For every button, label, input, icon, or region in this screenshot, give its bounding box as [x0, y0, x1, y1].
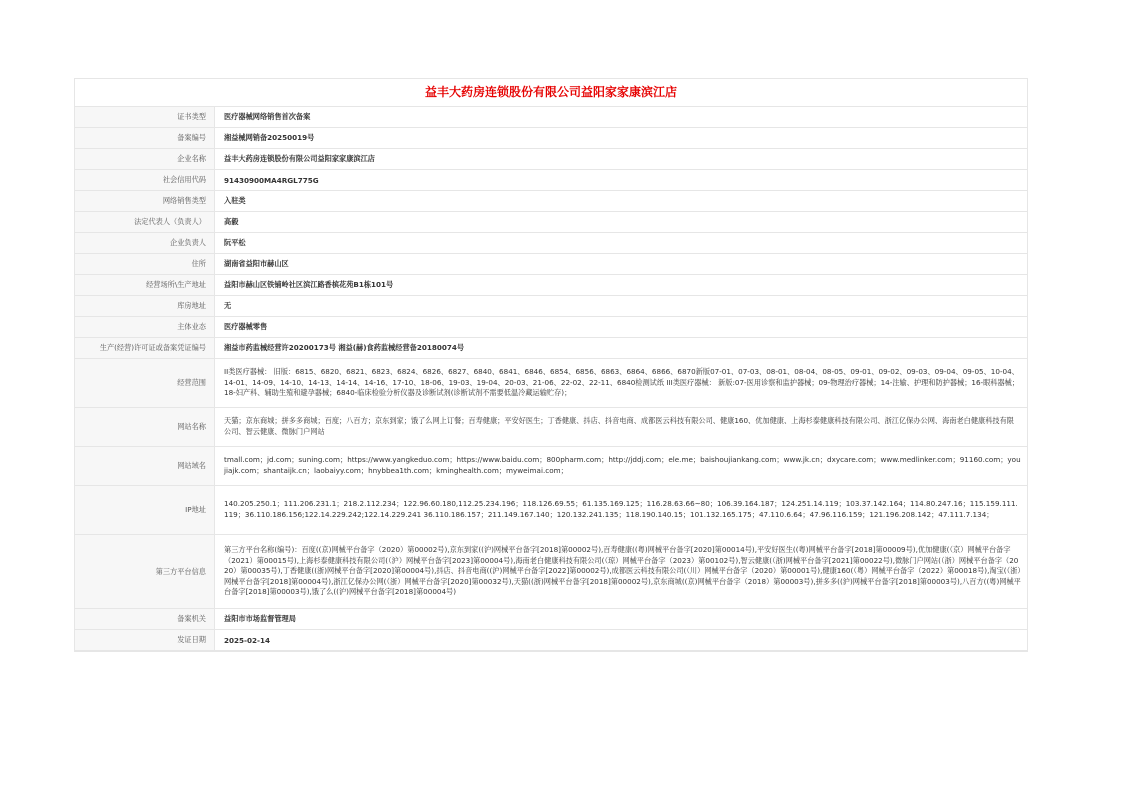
field-label: 法定代表人（负责人）: [75, 212, 215, 233]
field-label: 备案机关: [75, 609, 215, 630]
row-filing-number: [75, 128, 1027, 149]
row-filing-authority: [75, 609, 1027, 630]
business-address-value: 益阳市赫山区铁铺岭社区滨江路香槟花苑B1栋101号: [215, 275, 1028, 296]
company-principal-value: 阮平松: [215, 233, 1028, 254]
field-label: 第三方平台信息: [75, 535, 215, 609]
legal-representative-value: 高毅: [215, 212, 1028, 233]
credit-code-value: 91430900MA4RGL775G: [215, 170, 1028, 191]
field-label: 企业负责人: [75, 233, 215, 254]
website-name-value: 天猫；京东商城；拼多多商城；百度；八百方；京东到家；饿了么网上订餐；百寿健康；平安好医生；丁香健康、抖店、抖音电商、成都医云科技有限公司、健康160、优加健康、上海杉泰健康科技有限公司、浙江亿保办公网、海南老白健康科技有限公司、智云健康、微脉门户网站: [215, 408, 1028, 447]
field-label: 住所: [75, 254, 215, 275]
row-business-address: [75, 275, 1027, 296]
third-party-platform-value: 第三方平台名称(编号)：百度((京)网械平台备字（2020）第00002号),京东到家((沪)网械平台备字[2018]第00002号),百寿健康((粤)网械平台备字[2020]第00014号),平安好医生((粤)网械平台备字[2018]第00009号),优加健康(（京）网械平台备字（2021）第00015号),上海杉泰健康科技有限公司(（沪）网械平台备字[2023]第00004号),海南老白健康科技有限公司(（琼）网械平台备字（2023）第00102号),智云健康(（浙)网械平台备字[2021]第00022号),微脉门户网站(（浙）网械平台备字（2020）第00035号),丁香健康((浙)网械平台备字[2020]第00004号),抖店、抖音电商((沪)网械平台备字[2022]第00002号),成都医云科技有限公司(（川）网械平台备字（2020）第00001号),健康160(（粤）网械平台备字（2022）第00018号),淘宝(（浙）网械平台备字[2018]第00004号),浙江亿保办公网(（浙）网械平台备字[2020]第00032号),天猫((浙)网械平台备字[2018]第00002号),京东商城((京)网械平台备字（2018）第00003号),拼多多((沪)网械平台备字[2018]第00003号),八百方((粤)网械平台备字[2018]第00003号),饿了么((沪)网械平台备字[2018]第00004号): [215, 535, 1028, 609]
certificate-type-value: 医疗器械网络销售首次备案: [215, 107, 1028, 128]
row-license-number: [75, 338, 1027, 359]
warehouse-address-value: 无: [215, 296, 1028, 317]
field-label: IP地址: [75, 486, 215, 535]
license-number-value: 湘益市药监械经营许20200173号 湘益(赫)食药监械经营备20180074号: [215, 338, 1028, 359]
field-label: 社会信用代码: [75, 170, 215, 191]
field-label: 证书类型: [75, 107, 215, 128]
row-ip-address: [75, 486, 1027, 535]
row-business-scope: [75, 359, 1027, 408]
row-credit-code: [75, 170, 1027, 191]
row-business-format: [75, 317, 1027, 338]
row-residence: [75, 254, 1027, 275]
row-company-name: [75, 149, 1027, 170]
row-website-domain: [75, 447, 1027, 486]
sales-type-value: 入驻类: [215, 191, 1028, 212]
field-label: 企业名称: [75, 149, 215, 170]
row-third-party-platform: [75, 535, 1027, 609]
row-certificate-type: [75, 107, 1027, 128]
record-table: [75, 107, 1027, 651]
row-issue-date: [75, 630, 1027, 651]
issue-date-value: 2025-02-14: [215, 630, 1028, 651]
field-label: 发证日期: [75, 630, 215, 651]
field-label: 备案编号: [75, 128, 215, 149]
record-document: [74, 78, 1028, 652]
row-sales-type: [75, 191, 1027, 212]
filing-number-value: 湘益械网销备20250019号: [215, 128, 1028, 149]
field-label: 主体业态: [75, 317, 215, 338]
field-label: 经营范围: [75, 359, 215, 408]
row-legal-representative: [75, 212, 1027, 233]
row-warehouse-address: [75, 296, 1027, 317]
row-company-principal: [75, 233, 1027, 254]
ip-address-value: 140.205.250.1；111.206.231.1；218.2.112.234；122.96.60.180,112.25.234.196；118.126.69.55；61.135.169.125；116.28.63.66~80；106.39.164.187；124.251.14.119；103.37.142.164；114.80.247.16；115.159.111.119；36.110.186.156;122.14.229.242;122.14.229.241 36.110.186.157；211.149.167.140；120.132.241.135；118.190.140.15；101.132.165.175；47.110.6.64；47.96.116.159；121.196.208.142；47.111.7.134；: [215, 486, 1028, 535]
field-label: 网站域名: [75, 447, 215, 486]
company-name-value: 益丰大药房连锁股份有限公司益阳家家康滨江店: [215, 149, 1028, 170]
page-title: 益丰大药房连锁股份有限公司益阳家家康滨江店: [75, 79, 1027, 107]
row-website-name: [75, 408, 1027, 447]
field-label: 库房地址: [75, 296, 215, 317]
field-label: 网络销售类型: [75, 191, 215, 212]
business-scope-value: II类医疗器械： 旧版：6815、6820、6821、6823、6824、6826、6827、6840、6841、6846、6854、6856、6863、6864、6866、6870新版07-01、07-03、08-01、08-04、08-05、09-01、09-02、09-03、09-04、09-05、10-04、14-01、14-09、14-10、14-13、14-14、14-16、17-10、18-06、19-03、19-04、20-03、21-06、22-02、22-11、6840检测试纸 III类医疗器械： 新版:07-医用诊察和监护器械；09-物理治疗器械；14-注输、护理和防护器械；16-眼科器械；18-妇产科、辅助生殖和避孕器械；6840-临床检验分析仪器及诊断试剂(诊断试剂不需要低温冷藏运输贮存)；: [215, 359, 1028, 408]
business-format-value: 医疗器械零售: [215, 317, 1028, 338]
field-label: 网站名称: [75, 408, 215, 447]
residence-value: 湖南省益阳市赫山区: [215, 254, 1028, 275]
filing-authority-value: 益阳市市场监督管理局: [215, 609, 1028, 630]
field-label: 经营场所\生产地址: [75, 275, 215, 296]
field-label: 生产(经营)许可证或备案凭证编号: [75, 338, 215, 359]
website-domain-value: tmall.com；jd.com；suning.com；https://www.yangkeduo.com；https://www.baidu.com；800pharm.com；http://jddj.com；ele.me；baishoujiankang.com；www.jk.cn；dxycare.com；www.medlinker.com；91160.com；youjiajk.com；shantaijk.cn；laobaiyy.com；hnybbea1th.com；kminghealth.com；myweimai.com；: [215, 447, 1028, 486]
